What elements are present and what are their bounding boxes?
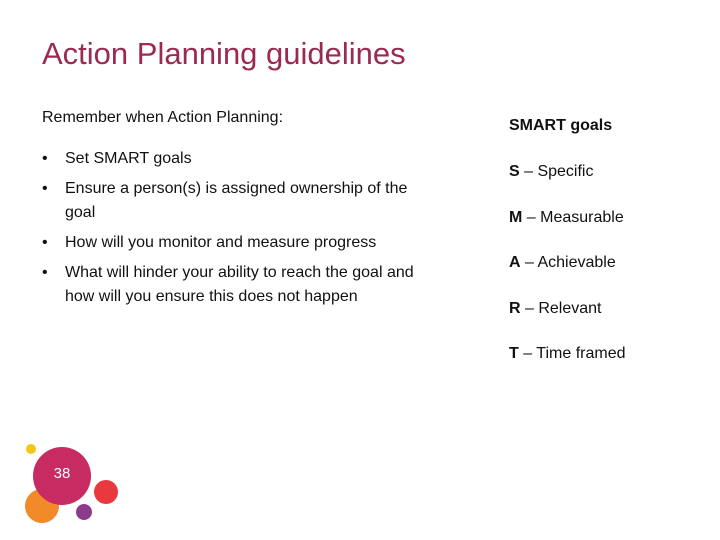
list-item-text: What will hinder your ability to reach the goal and how will you ensure this does not happen xyxy=(65,264,414,305)
smart-heading: SMART goals xyxy=(509,117,613,134)
smart-letter: S xyxy=(509,163,520,180)
smart-item-t xyxy=(509,345,625,363)
list-item xyxy=(42,261,422,309)
list-item xyxy=(42,231,422,255)
smart-meaning: – Specific xyxy=(519,163,594,180)
purple-dot xyxy=(76,504,92,520)
smart-item-a xyxy=(509,254,616,272)
bullet-icon: • xyxy=(42,180,48,197)
yellow-dot xyxy=(26,444,36,454)
smart-meaning: – Achievable xyxy=(520,254,616,271)
slide-title: Action Planning guidelines xyxy=(42,36,406,71)
page-number: 38 xyxy=(53,465,71,482)
smart-meaning: – Relevant xyxy=(520,300,602,317)
list-item-text: How will you monitor and measure progress xyxy=(65,234,377,251)
guidelines-list xyxy=(42,147,422,309)
smart-item-s xyxy=(509,163,593,181)
smart-letter: M xyxy=(509,209,523,226)
bullet-icon: • xyxy=(42,234,48,251)
list-item-text: Ensure a person(s) is assigned ownership of the goal xyxy=(65,180,408,221)
smart-meaning: – Time framed xyxy=(518,345,626,362)
list-item-text: Set SMART goals xyxy=(65,150,192,167)
smart-meaning: – Measurable xyxy=(522,209,624,226)
smart-item-m xyxy=(509,209,624,227)
smart-letter: A xyxy=(509,254,521,271)
list-item xyxy=(42,147,422,171)
smart-item-r xyxy=(509,300,602,318)
intro-text: Remember when Action Planning: xyxy=(42,109,284,126)
bullet-icon: • xyxy=(42,264,48,281)
smart-letter: R xyxy=(509,300,521,317)
smart-letter: T xyxy=(509,345,519,362)
bullet-icon: • xyxy=(42,150,48,167)
guidelines-panel xyxy=(42,108,422,315)
list-item xyxy=(42,177,422,225)
red-circle xyxy=(94,480,118,504)
